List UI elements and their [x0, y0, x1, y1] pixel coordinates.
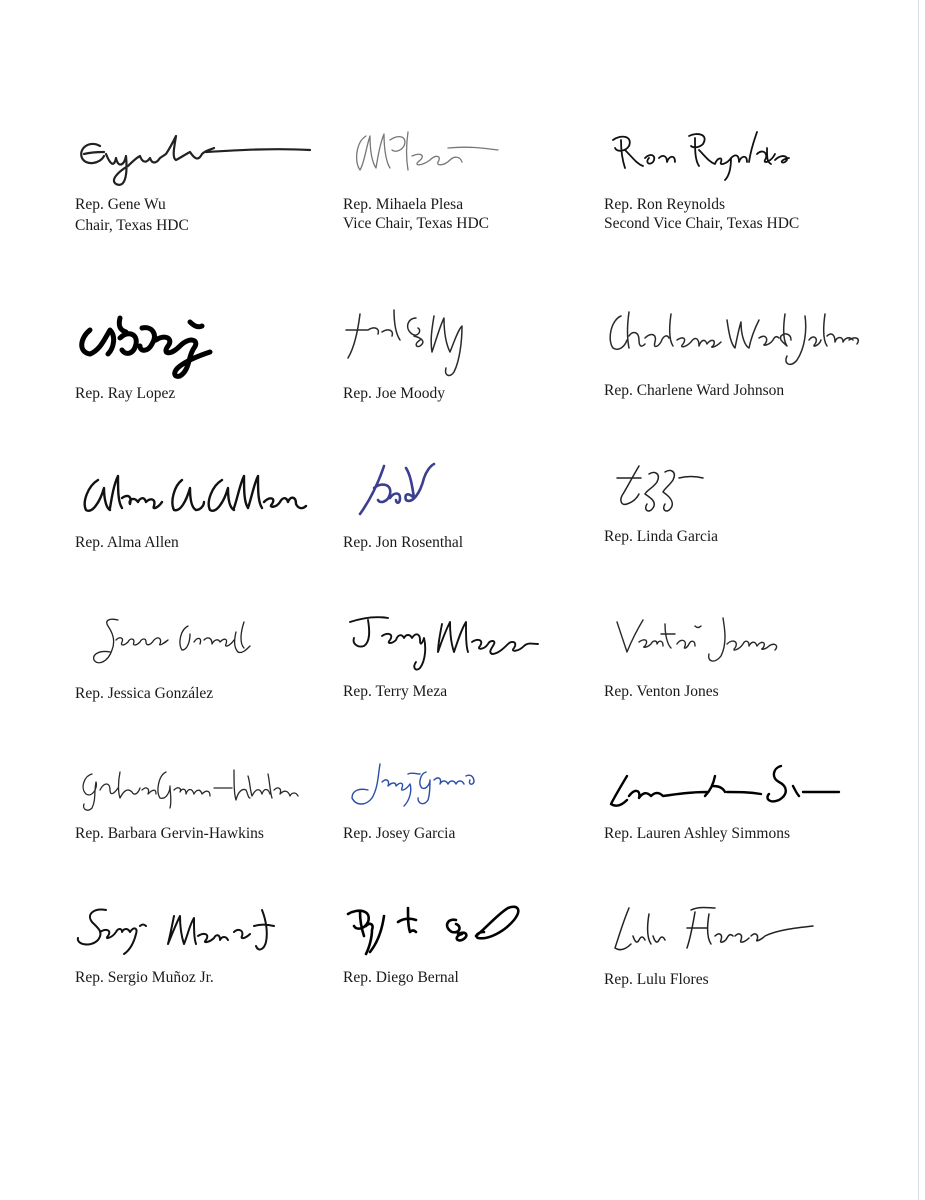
signatory-name: Rep. Mihaela Plesa [343, 196, 464, 213]
signature-lauren-ashley-simmons [599, 752, 869, 832]
page-edge-divider [918, 0, 919, 1200]
signature-block-terry-meza [343, 604, 613, 744]
signatory-name: Rep. Ron Reynolds [604, 196, 725, 213]
signatory-name: Rep. Venton Jones [604, 683, 719, 700]
signature-block-ron-reynolds [604, 118, 874, 258]
signatory-name: Rep. Jon Rosenthal [343, 534, 464, 551]
signatory-name: Rep. Alma Allen [75, 534, 179, 551]
signature-gene-wu [70, 118, 340, 198]
signatory-name: Rep. Barbara Gervin-Hawkins [75, 825, 264, 842]
signatory-name: Rep. Sergio Muñoz Jr. [75, 969, 214, 986]
signature-block-lulu-flores [604, 896, 874, 1036]
signature-block-sergio-munoz-jr [75, 896, 345, 1036]
signature-ron-reynolds [599, 118, 869, 198]
signature-sergio-munoz-jr [70, 896, 340, 976]
signature-linda-garcia [599, 458, 869, 538]
signatory-name: Rep. Terry Meza [343, 683, 448, 700]
signature-terry-meza [338, 604, 608, 684]
signature-block-linda-garcia [604, 458, 874, 598]
signature-block-josey-garcia [343, 752, 613, 892]
signature-alma-allen [70, 458, 340, 538]
signature-block-alma-allen [75, 458, 345, 598]
signature-block-gene-wu [75, 118, 345, 258]
signature-block-venton-jones [604, 604, 874, 744]
signature-block-charlene-ward-johnson [604, 300, 874, 440]
signature-block-jon-rosenthal [343, 458, 613, 598]
signatory-title: Chair, Texas HDC [75, 217, 189, 234]
signature-block-ray-lopez [75, 300, 345, 440]
signatory-name: Rep. Charlene Ward Johnson [604, 382, 785, 399]
signatory-name: Rep. Ray Lopez [75, 385, 176, 402]
signature-barbara-gervin-hawkins [70, 752, 340, 832]
signature-diego-bernal [338, 896, 608, 976]
signatory-name: Rep. Linda Garcia [604, 528, 719, 545]
signature-block-mihaela-plesa [343, 118, 613, 258]
signature-block-diego-bernal [343, 896, 613, 1036]
signatory-title: Second Vice Chair, Texas HDC [604, 215, 800, 232]
signature-joe-moody [338, 300, 608, 380]
signatory-name: Rep. Joe Moody [343, 385, 446, 402]
signature-charlene-ward-johnson [599, 300, 869, 380]
signature-ray-lopez [70, 300, 340, 380]
signature-jessica-gonzalez [70, 604, 340, 684]
signature-lulu-flores [599, 896, 869, 976]
signature-block-jessica-gonzalez [75, 604, 345, 744]
signature-block-lauren-ashley-simmons [604, 752, 874, 892]
signatory-name: Rep. Josey Garcia [343, 825, 456, 842]
signatory-name: Rep. Lauren Ashley Simmons [604, 825, 790, 842]
signatory-title: Vice Chair, Texas HDC [343, 215, 490, 232]
signature-block-barbara-gervin-hawkins [75, 752, 345, 892]
signature-venton-jones [599, 604, 869, 684]
signature-mihaela-plesa [338, 118, 608, 198]
signature-block-joe-moody [343, 300, 613, 440]
signature-jon-rosenthal [338, 458, 608, 538]
signatory-name: Rep. Lulu Flores [604, 971, 709, 988]
signatory-name: Rep. Diego Bernal [343, 969, 459, 986]
signatory-name: Rep. Gene Wu [75, 196, 166, 213]
signatory-name: Rep. Jessica González [75, 685, 214, 702]
signature-josey-garcia [338, 752, 608, 832]
